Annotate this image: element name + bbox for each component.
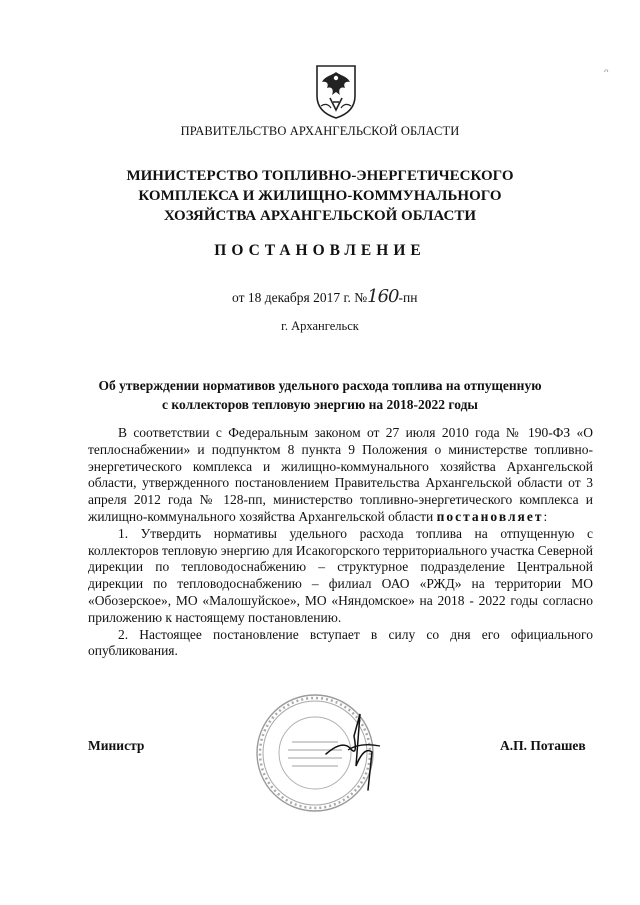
date-prefix: от 18 декабря 2017 г. № — [232, 290, 368, 305]
decree-keyword: постановляет — [436, 508, 544, 524]
ministry-line: КОМПЛЕКСА И ЖИЛИЩНО-КОММУНАЛЬНОГО — [138, 188, 502, 204]
document-subject — [0, 376, 640, 414]
subject-line: с коллекторов тепловую энергию на 2018-2022 годы — [162, 397, 478, 412]
ministry-line: ХОЗЯЙСТВА АРХАНГЕЛЬСКОЙ ОБЛАСТИ — [163, 208, 477, 224]
signatory-name: А.П. Поташев — [500, 738, 586, 753]
ministry-heading — [0, 166, 640, 226]
ministry-line: МИНИСТЕРСТВО ТОПЛИВНО-ЭНЕРГЕТИЧЕСКОГО — [126, 168, 514, 184]
subject-line: Об утверждении нормативов удельного расхода топлива на отпущенную — [98, 378, 542, 393]
number-suffix: -пн — [398, 290, 418, 305]
document-number: 160 — [367, 286, 399, 307]
preamble-text: В соответствии с Федеральным законом от 27 июля 2010 года № 190-ФЗ «О теплоснабжении» и подпунктом 8 пункта 9 Положения о министерстве топливно-энергетического комплекса и жилищно-коммунального хозяйства Архангельской области, утвержденного постановлением Правительства Архангельской области от 3 апреля 2012 года № 128-пп, министерство топливно-энергетического комплекса и жилищно-коммунального хозяйства Архангельской области — [88, 425, 593, 524]
clause-1: 1. Утвердить нормативы удельного расхода топлива на отпущенную с коллекторов тепловую энергию для Исакогорского территориального участка Северной дирекции по тепловодоснабжению – структурное подразделение Центральной дирекции по тепловодоснабжению – филиал ОАО «РЖД» на территории МО «Обозерское», МО «Малошуйское», МО «Няндомское» на 2018 - 2022 годы согласно приложению к настоящему постановлению. — [88, 525, 593, 625]
clause-2: 2. Настоящее постановление вступает в силу со дня его официального опубликования. — [88, 626, 593, 659]
preamble-paragraph — [88, 425, 593, 526]
document-type: ПОСТАНОВЛЕНИЕ — [214, 242, 426, 259]
handwritten-signature — [320, 706, 392, 792]
corner-mark: ᴖ — [604, 66, 609, 76]
government-heading: ПРАВИТЕЛЬСТВО АРХАНГЕЛЬСКОЙ ОБЛАСТИ — [180, 124, 460, 138]
coat-of-arms-emblem — [313, 62, 359, 120]
city: г. Архангельск — [281, 319, 359, 333]
document-date — [232, 286, 417, 307]
document-body — [88, 425, 593, 660]
preamble-end: : — [543, 508, 548, 524]
signatory-title: Министр — [88, 738, 145, 753]
